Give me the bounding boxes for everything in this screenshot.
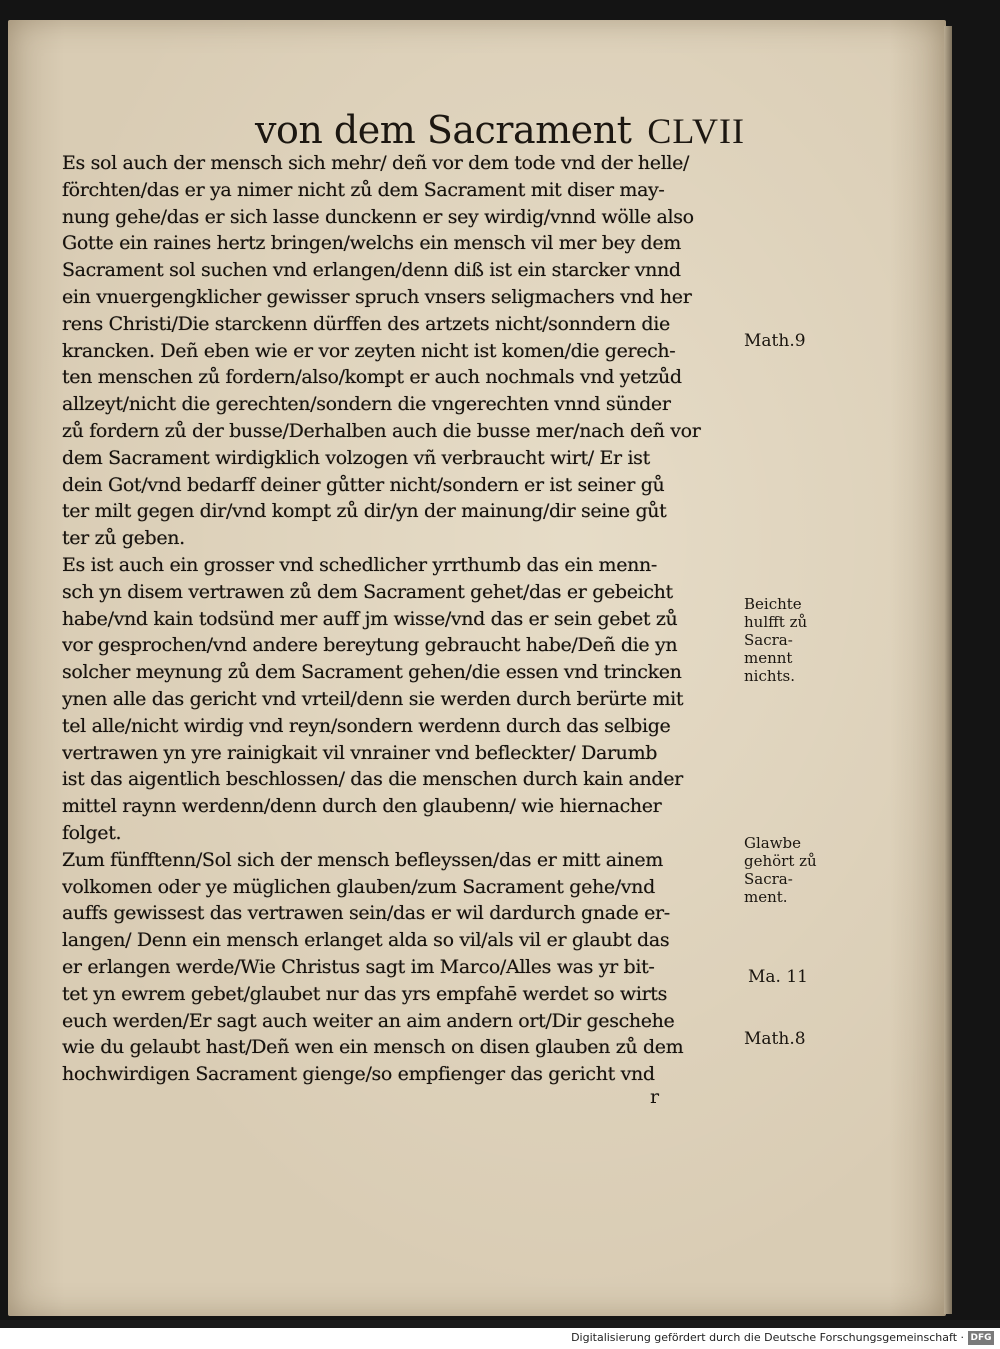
page-edge [944,26,952,1314]
text-line: Es sol auch der mensch sich mehr/ deñ vor dem tode vnd der helle/ [62,152,690,174]
text-line: folget. [62,821,122,844]
text-line: tel alle/nicht wirdig vnd reyn/sondern werdenn durch das selbige [62,714,671,737]
text-line: hochwirdigen Sacrament gienge/so empfienger das gericht vnd [62,1063,655,1086]
text-line: krancken. Deñ eben wie er vor zeyten nicht ist komen/die gerech- [62,339,676,362]
folio-number: CLVII [647,111,745,151]
text-line: ten menschen zů fordern/also/kompt er auch nochmals vnd yetzůd [62,366,682,389]
footer-credit: Digitalisierung gefördert durch die Deutsche Forschungsgemeinschaft · [571,1331,964,1344]
marginal-note-glawbe: Glawbe gehört zů Sacra- ment. [744,834,817,906]
running-title: von dem Sacrament [255,108,632,152]
text-line: mittel raynn werdenn/denn durch den glaubenn/ wie hiernacher [62,795,662,818]
text-line: Gotte ein raines hertz bringen/welchs ein mensch vil mer bey dem [62,232,681,255]
marginal-note-math9: Math.9 [744,331,806,351]
text-line: tet yn ewrem gebet/glaubet nur das yrs empfahē werdet so wirts [62,982,667,1005]
text-line: dein Got/vnd bedarff deiner gůtter nicht/sondern er ist seiner gů [62,473,665,496]
text-line: solcher meynung zů dem Sacrament gehen/die essen vnd trincken [62,661,682,684]
text-line: ynen alle das gericht vnd vrteil/denn sie werden durch berürte mit [62,687,684,710]
signature-mark: r [650,1086,660,1108]
body-text [62,150,742,1088]
marginal-note-beichte: Beichte hulfft zů Sacra- mennt nichts. [744,595,808,685]
text-line: habe/vnd kain todsünd mer auff jm wisse/vnd das er sein gebet zů [62,607,678,630]
text-line: ter zů geben. [62,527,185,550]
text-line: langen/ Denn ein mensch erlanget alda so vil/als vil er glaubt das [62,929,670,952]
text-line: allzeyt/nicht die gerechten/sondern die vngerechten vnnd sünder [62,393,671,416]
text-line: wie du gelaubt hast/Deñ wen ein mensch on disen glauben zů dem [62,1036,684,1059]
footer-bar [0,1328,1000,1349]
text-line: vertrawen yn yre rainigkait vil vnrainer vnd befleckter/ Darumb [62,741,658,764]
text-line: Sacrament sol suchen vnd erlangen/denn diß ist ein starcker vnnd [62,259,681,282]
marginal-note-ma11: Ma. 11 [748,967,808,987]
marginal-note-math8: Math.8 [744,1029,806,1049]
text-line: auffs gewissest das vertrawen sein/das er wil dardurch gnade er- [62,902,670,925]
text-line: ter milt gegen dir/vnd kompt zů dir/yn der mainung/dir seine gůt [62,500,667,523]
text-line: zů fordern zů der busse/Derhalben auch die busse mer/nach deñ vor [62,419,701,442]
text-line: Zum fünfftenn/Sol sich der mensch befleyssen/das er mitt ainem [62,848,663,871]
text-line: ist das aigentlich beschlossen/ das die menschen durch kain ander [62,768,683,791]
text-line: Es ist auch ein grosser vnd schedlicher yrrthumb das ein menn- [62,553,657,576]
text-line: rens Christi/Die starckenn dürffen des artzets nicht/sonndern die [62,312,670,335]
text-line: ein vnuergengklicher gewisser spruch vnsers seligmachers vnd her [62,285,692,308]
text-line: sch yn disem vertrawen zů dem Sacrament gehet/das er gebeicht [62,580,673,603]
text-line: förchten/das er ya nimer nicht zů dem Sacrament mit diser may- [62,178,665,201]
text-line: euch werden/Er sagt auch weiter an aim andern ort/Dir geschehe [62,1009,675,1032]
text-line: nung gehe/das er sich lasse dunckenn er sey wirdig/vnnd wölle also [62,205,694,228]
dfg-logo: DFG [968,1331,994,1345]
text-line: er erlangen werde/Wie Christus sagt im Marco/Alles was yr bit- [62,955,655,978]
text-line: vor gesprochen/vnd andere bereytung gebraucht habe/Deñ die yn [62,634,678,657]
text-line: volkomen oder ye müglichen glauben/zum Sacrament gehe/vnd [62,875,655,898]
text-line: dem Sacrament wirdigklich volzogen vñ verbraucht wirt/ Er ist [62,446,650,469]
